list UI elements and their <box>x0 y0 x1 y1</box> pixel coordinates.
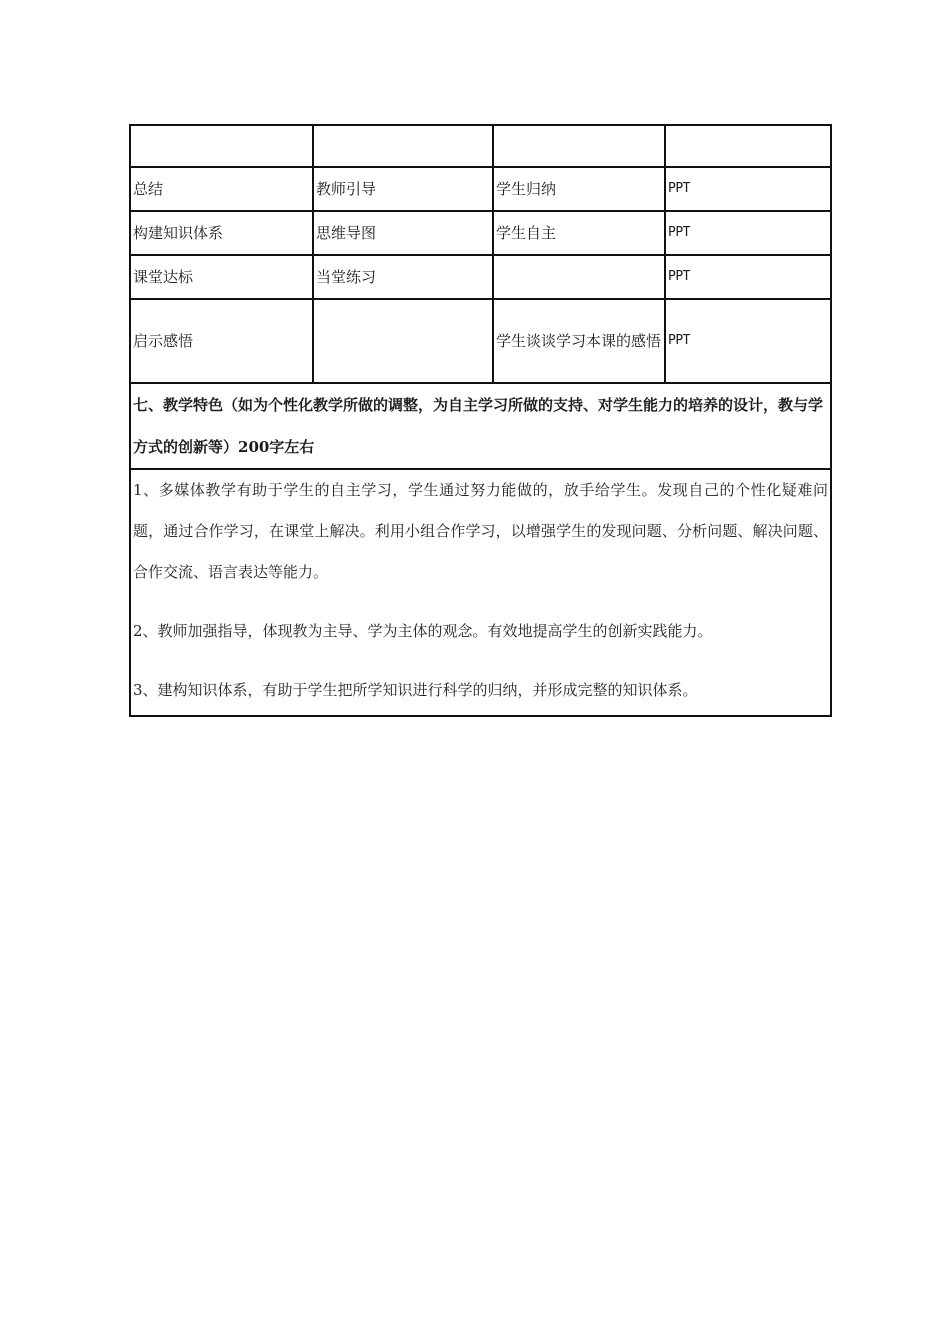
paragraph: 1、多媒体教学有助于学生的自主学习，学生通过努力能做的，放手给学生。发现自己的个性化疑难问题，通过合作学习，在课堂上解决。利用小组合作学习，以增强学生的发现问题、分析问题、解决问题、合作交流、语言表达等能力。 <box>133 481 828 581</box>
teacher-activity-cell: 思维导图 <box>313 211 493 255</box>
table-cell <box>313 125 493 167</box>
stage-cell: 总结 <box>130 167 313 211</box>
stage-cell: 课堂达标 <box>130 255 313 299</box>
teacher-activity-cell <box>313 299 493 383</box>
table-cell <box>493 125 665 167</box>
student-activity-cell: 学生归纳 <box>493 167 665 211</box>
media-cell: PPT <box>665 167 831 211</box>
table-cell <box>130 125 313 167</box>
stage-cell: 启示感悟 <box>130 299 313 383</box>
table-row <box>130 167 831 211</box>
paragraph: 3、建构知识体系，有助于学生把所学知识进行科学的归纳，并形成完整的知识体系。 <box>133 681 698 699</box>
section-body <box>130 469 831 716</box>
lesson-plan-table <box>129 124 832 717</box>
table-row <box>130 125 831 167</box>
section-body-row <box>130 469 831 716</box>
table-row <box>130 255 831 299</box>
table-row <box>130 211 831 255</box>
student-activity-cell <box>493 255 665 299</box>
stage-cell: 构建知识体系 <box>130 211 313 255</box>
media-cell: PPT <box>665 255 831 299</box>
teacher-activity-cell: 教师引导 <box>313 167 493 211</box>
teacher-activity-cell: 当堂练习 <box>313 255 493 299</box>
table-cell <box>665 125 831 167</box>
media-cell: PPT <box>665 211 831 255</box>
paragraph: 2、教师加强指导，体现教为主导、学为主体的观念。有效地提高学生的创新实践能力。 <box>133 622 713 640</box>
section-heading-row <box>130 383 831 469</box>
student-activity-cell: 学生谈谈学习本课的感悟 <box>493 299 665 383</box>
media-cell: PPT <box>665 299 831 383</box>
table-row <box>130 299 831 383</box>
student-activity-cell: 学生自主 <box>493 211 665 255</box>
section-heading: 七、教学特色（如为个性化教学所做的调整，为自主学习所做的支持、对学生能力的培养的设计，教与学方式的创新等）200字左右 <box>130 383 831 469</box>
